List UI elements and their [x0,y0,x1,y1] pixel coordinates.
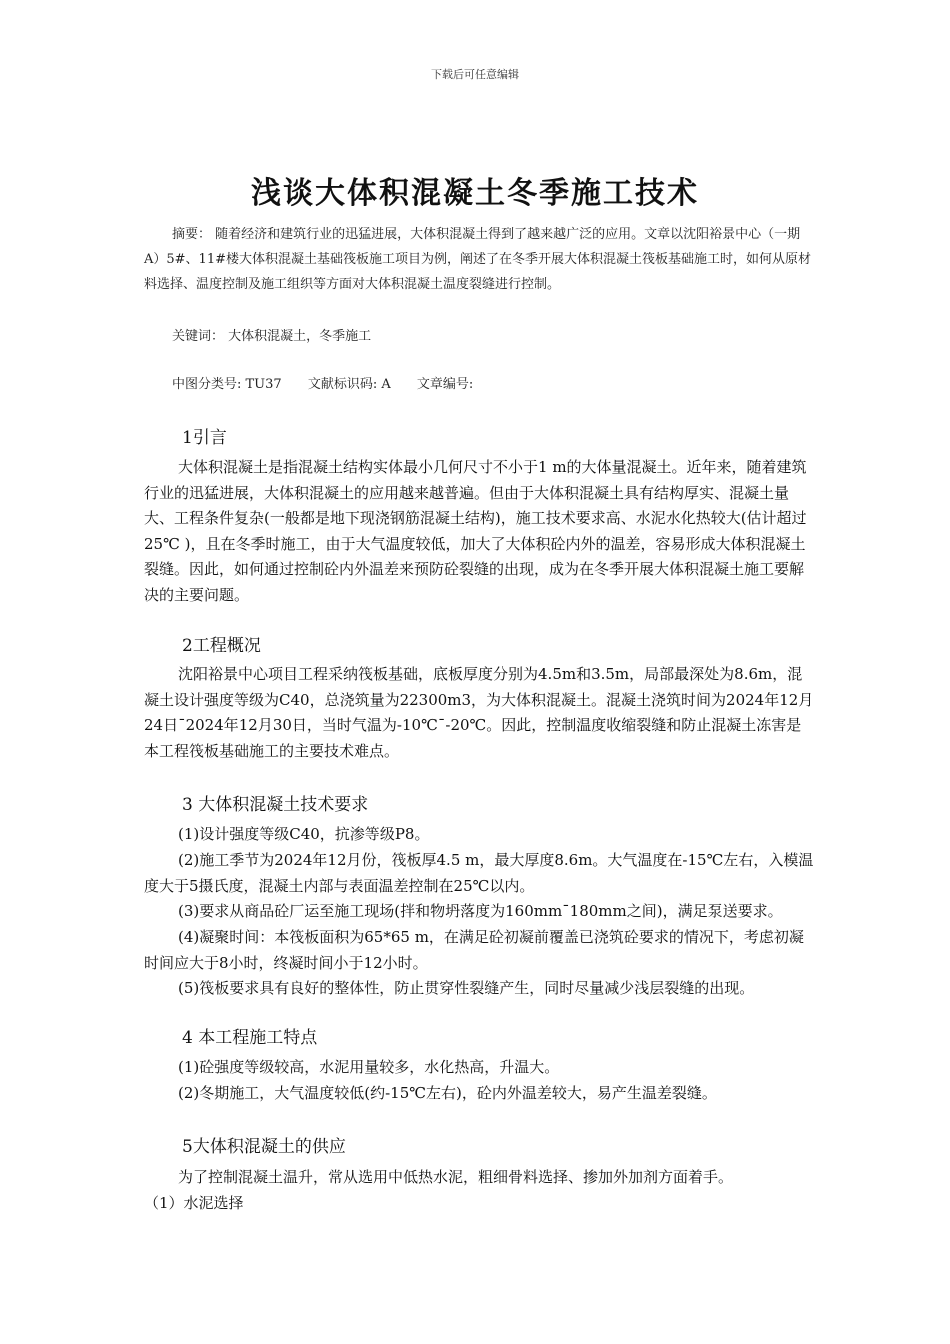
feature-item-2: (2)冬期施工，大气温度较低(约-15℃左右)，砼内外温差较大，易产生温差裂缝。 [178,1084,717,1102]
section-heading-4: 4 本工程施工特点 [182,1028,318,1048]
feature-item-1: (1)砼强度等级较高，水泥用量较多，水化热高，升温大。 [178,1058,560,1076]
subheading-cement: （1）水泥选择 [144,1194,244,1212]
section-heading-2: 2工程概况 [182,636,261,656]
article-number: 文章编号: [416,377,474,392]
section-heading-1: 1引言 [182,428,227,448]
document-code: 文献标识码: A [307,377,391,392]
requirement-item-4: (4)凝聚时间：本筏板面积为65*65 m，在满足砼初凝前覆盖已浇筑砼要求的情况下，考虑初凝时间应大于8小时，终凝时间小于12小时。 [144,928,804,972]
requirement-item-1: (1)设计强度等级C40，抗渗等级P8。 [178,825,430,843]
header-note: 下载后可任意编辑 [431,68,519,81]
page-title: 浅谈大体积混凝土冬季施工技术 [251,176,699,211]
clc-number: 中图分类号: TU37 [172,377,282,392]
section-paragraph-2: 沈阳裕景中心项目工程采纳筏板基础，底板厚度分别为4.5m和3.5m，局部最深处为8.6m，混凝土设计强度等级为C40，总浇筑量为22300m3，为大体积混凝土。混凝土浇筑时间为2024年12月24日¯2024年12月30日，当时气温为-10℃¯-20℃。因此，控制温度收缩裂缝和防止混凝土冻害是本工程筏板基础施工的主要技术难点。 [144,665,814,760]
section-paragraph-1: 大体积混凝土是指混凝土结构实体最小几何尺寸不小于1 m的大体量混凝土。近年来，随着建筑行业的迅猛进展，大体积混凝土的应用越来越普遍。但由于大体积混凝土具有结构厚实、混凝土量大、工程条件复杂(一般都是地下现浇钢筋混凝土结构)，施工技术要求高、水泥水化热较大(估计超过25℃ )，且在冬季时施工，由于大气温度较低，加大了大体积砼内外的温差，容易形成大体积混凝土裂缝。因此，如何通过控制砼内外温差来预防砼裂缝的出现，成为在冬季开展大体积混凝土施工要解决的主要问题。 [144,458,807,604]
requirement-item-3: (3)要求从商品砼厂运至施工现场(拌和物坍落度为160mm¯180mm之间)，满足泵送要求。 [178,902,783,920]
keywords: 关键词： 大体积混凝土，冬季施工 [172,329,372,344]
classification-line [172,373,495,392]
section-heading-3: 3 大体积混凝土技术要求 [182,795,369,815]
requirement-item-2: (2)施工季节为2024年12月份，筏板厚4.5 m，最大厚度8.6m。大气温度在-15℃左右，入模温度大于5摄氏度，混凝土内部与表面温差控制在25℃以内。 [144,851,814,895]
section-paragraph-5: 为了控制混凝土温升，常从选用中低热水泥，粗细骨料选择、掺加外加剂方面着手。 [178,1168,734,1186]
section-heading-5: 5大体积混凝土的供应 [182,1137,346,1157]
abstract: 摘要： 随着经济和建筑行业的迅猛进展，大体积混凝土得到了越来越广泛的应用。文章以沈阳裕景中心（一期A）5#、11#楼大体积混凝土基础筏板施工项目为例，阐述了在冬季开展大体积混凝土筏板基础施工时，如何从原材料选择、温度控制及施工组织等方面对大体积混凝土温度裂缝进行控制。 [144,227,811,292]
requirement-item-5: (5)筏板要求具有良好的整体性，防止贯穿性裂缝产生，同时尽量减少浅层裂缝的出现。 [178,979,755,997]
